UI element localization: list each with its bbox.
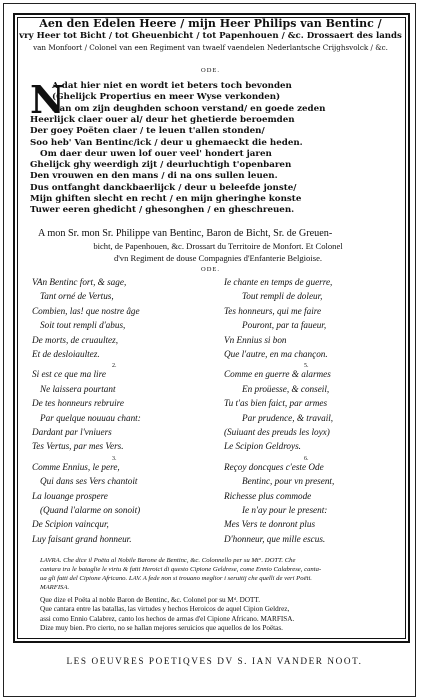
ode-verse-line: Tes Vertus, par mes Vers.: [32, 441, 124, 452]
dutch-dedication-heading: Aen den Edelen Heere / mijn Heer Philips van Bentinc /: [39, 17, 382, 30]
ode-verse-line: Ne laissera pourtant: [40, 383, 116, 394]
dutch-ode-verse-line: (Ghelijck Propertius en meer Wyse verkonden): [52, 92, 281, 103]
ode-verse-line: Par prudence, & travail,: [242, 412, 334, 423]
dutch-ode-verse-line: Om daer deur uwen lof ouer veel' hondert jaren: [40, 148, 272, 159]
ode-verse-line: De morts, de cruaultez,: [32, 334, 118, 345]
note-line: Que dize el Poëta al noble Baron de Bentinc, &c. Colonel por su Mᵈ. DOTT.: [40, 596, 261, 604]
dutch-ode-verse-line: Dus ontfanght danckbaerlijck / deur u beleefde jonste/: [30, 182, 297, 193]
italian-dialogue-note: [40, 556, 395, 592]
dutch-ode-verse-line: Tuwer eeren ghedicht / ghesonghen / en gheschreuen.: [30, 205, 295, 216]
ode-verse-line: De tes honneurs rebruire: [32, 398, 124, 409]
french-dedication-title: [38, 228, 398, 264]
dutch-dedication-subheading-2: van Monfoort / Colonel van een Regiment van twaelf vaendelen Nederlantsche Crijghsvolck / &c.: [33, 43, 388, 52]
ode-verse-line: Si est ce que ma lire: [32, 369, 106, 380]
stanza-number: 6.: [304, 455, 309, 462]
french-title-line: A mon Sr. mon Sr. Philippe van Bentinc, Baron de Bicht, Sr. de Greuen-: [38, 228, 333, 239]
french-title-line: d'vn Regiment de douse Compagnies d'Enfanterie Belgioise.: [113, 253, 323, 263]
ode-verse-line: Tout rempli de doleur,: [242, 291, 323, 302]
ode-verse-line: Comme en guerre & alarmes: [224, 369, 331, 380]
dutch-ode-verse-line: Ghelijck ghy weerdigh zijt / deurluchtigh t'openbaren: [30, 160, 292, 171]
dutch-ode-verse-line: Heerlijck claer ouer al/ deur het ghetierde beroemden: [30, 114, 295, 125]
ode-verse-line: Ie chante en temps de guerre,: [224, 277, 333, 287]
dutch-ode-verse-line: Der goey Poëten claer / te leuen t'allen stonden/: [30, 126, 265, 137]
ode-verse-line: Vn Ennius si bon: [224, 334, 287, 345]
ode-verse-line: Richesse plus commode: [224, 490, 312, 501]
note-line: LAVRA. Che dice il Poëta al Nobile Barone de Bentinc, &c. Colonnello per su Mtᵃ. DOTT. Che: [40, 557, 296, 564]
ode-verse-line: Tant orné de Vertus,: [40, 291, 114, 302]
ode-verse-line: D'honneur, que mille escus.: [224, 533, 326, 544]
ode-verse-line: De Scipion vaincqur,: [32, 519, 109, 530]
ode-verse-line: Mes Vers te donront plus: [224, 519, 316, 530]
dutch-ode-verse-line: Dan om zijn deughden schoon verstand/ en goede zeden: [52, 103, 326, 114]
running-footer: LES OEUVRES POETIQVES DV S. IAN VANDER NOOT.: [66, 656, 363, 666]
ode-verse-line: Que l'autre, en ma chançon.: [224, 349, 328, 359]
dutch-ode-label: ODE.: [201, 67, 220, 74]
ode-verse-line: VAn Bentinc fort, & sage,: [32, 277, 127, 287]
ode-verse-line: Qui dans ses Vers chantoit: [40, 476, 138, 487]
dutch-ode-verse-line: A dat hier niet en wordt iet beters toch bevonden: [52, 81, 292, 91]
ode-verse-line: (Suiuant des preuds les loyx): [224, 427, 330, 437]
dutch-ode-drop-cap: N: [30, 77, 65, 122]
ode-verse-line: Et de desloiaultez.: [32, 349, 100, 359]
ode-verse-line: Bentinc, pour vn present,: [242, 476, 335, 487]
stanza-number: 5.: [304, 363, 309, 370]
spanish-dialogue-note: [40, 596, 395, 634]
note-line: cantara tra le bataglie le virtu & fatti Heroici di questo Cipione Geldrese, come Ennio Calabrese, canta-: [40, 566, 322, 573]
ode-verse-line: Dardant par l'vniuers: [32, 427, 112, 437]
ode-verse-line: Tu t'as bien faict, par armes: [224, 398, 328, 409]
ode-verse-line: Pouront, par ta faueur,: [242, 320, 327, 331]
note-line: Que cantara entre las batallas, las virtudes y hechos Heroicos de aquel Cipion Geldrez,: [40, 605, 290, 614]
dutch-ode-verse-line: Soo heb' Van Bentinc/ick / deur u ghemaeckt die heden.: [30, 137, 303, 148]
ode-verse-line: Tes honneurs, qui me faire: [224, 305, 322, 316]
note-line: MARFISA.: [40, 584, 70, 591]
ode-verse-line: Reçoy doncques c'este Ode: [224, 461, 324, 472]
ode-verse-line: Ie n'ay pour le present:: [242, 505, 328, 515]
ode-verse-line: La louange prospere: [32, 490, 108, 501]
book-page: [3, 3, 416, 697]
ode-verse-line: Soit tout rempli d'abus,: [40, 320, 126, 331]
dutch-ode-verse-line: Mijn ghiften slecht en recht / en mijn gheringhe konste: [30, 194, 302, 204]
ode-verse-line: Combien, las! que nostre âge: [32, 305, 140, 316]
french-ode-label: ODE.: [201, 266, 220, 273]
ode-verse-line: Par quelque nouuau chant:: [40, 412, 141, 423]
ode-verse-line: Comme Ennius, le pere,: [32, 461, 120, 472]
note-line: ua gli fatti del Cipione Africano. LAV. A fede non si trouano meglior i seruitij che quelli de veri Poëti.: [40, 575, 312, 582]
dutch-ode-verse-line: Den vrouwen en den mans / di na ons sullen leuen.: [30, 171, 278, 182]
ode-verse-line: (Quand l'alarme on sonoit): [40, 505, 141, 515]
note-line: Dize muy bien. Pro cierto, no se hallan mejores seruicios que aquellos de los Poëtas.: [40, 624, 283, 633]
french-title-line: bicht, de Papenhouen, &c. Drossart du Territoire de Monfort. Et Colonel: [93, 241, 343, 251]
dutch-dedication-subheading: vry Heer tot Bicht / tot Gheuenbicht / tot Papenhouen / &c. Drossaert des lands: [19, 31, 402, 41]
ode-verse-line: Le Scipion Geldroys.: [224, 441, 301, 452]
ode-verse-line: Luy faisant grand honneur.: [32, 533, 132, 544]
ode-verse-line: En proüesse, & conseil,: [242, 383, 330, 394]
stanza-number: 3.: [112, 455, 117, 462]
note-line: assi como Ennio Calabrez, canto los hechos de armas d'el Cipione Africano. MARFISA.: [40, 614, 295, 623]
stanza-number: 2.: [112, 363, 117, 370]
